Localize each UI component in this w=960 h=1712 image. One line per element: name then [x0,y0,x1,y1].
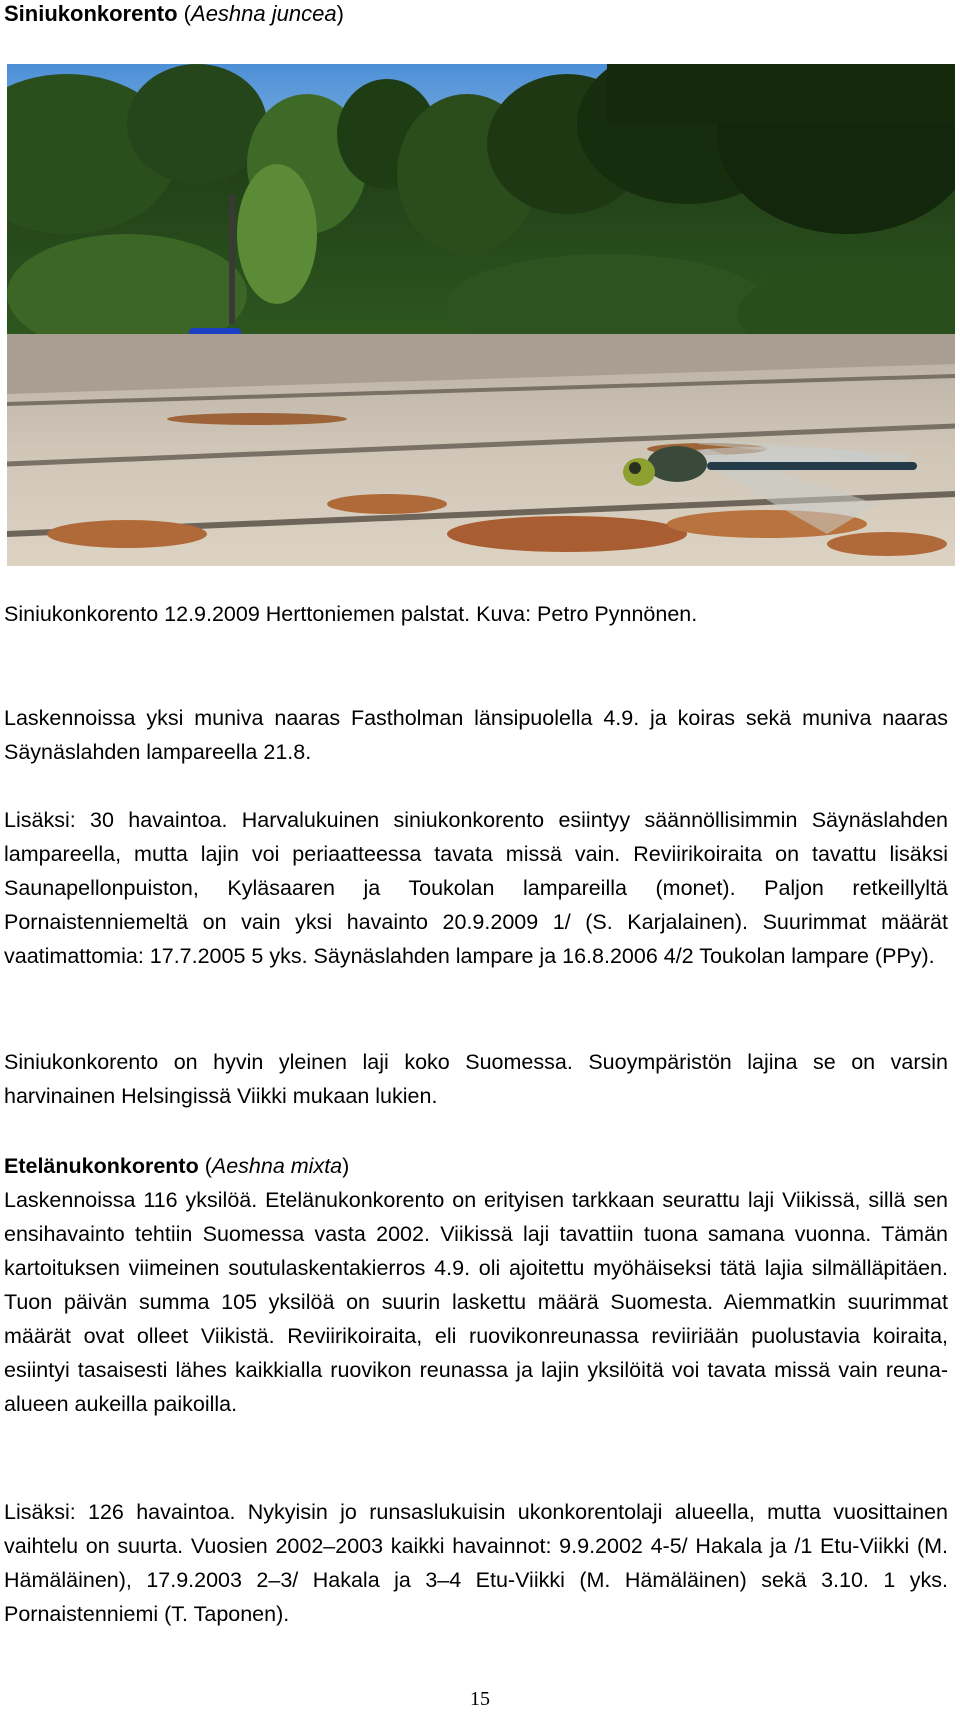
species-name: Etelänukonkorento [4,1154,199,1178]
photo-caption: Siniukonkorento 12.9.2009 Herttoniemen palstat. Kuva: Petro Pynnönen. [4,602,698,626]
paragraph: Laskennoissa yksi muniva naaras Fastholman länsipuolella 4.9. ja koiras sekä muniva naaras Säynäslahden lampareella 21.8. [4,706,948,764]
species-latin-name: Aeshna mixta [211,1154,343,1178]
species-latin-name: Aeshna juncea [191,1,337,26]
section-heading-etelanukonkorento: Etelänukonkorento (Aeshna mixta) [4,1154,350,1178]
dragonfly-photo [7,64,955,566]
page-number: 15 [470,1688,490,1710]
paragraph: Siniukonkorento on hyvin yleinen laji koko Suomessa. Suoympäristön lajina se on varsin harvinainen Helsingissä Viikki mukaan lukien. [4,1050,948,1108]
paragraph: Lisäksi: 126 havaintoa. Nykyisin jo runsaslukuisin ukonkorentolaji alueella, mutta vuosittainen vaihtelu on suurta. Vuosien 2002–2003 kaikki havainnot: 9.9.2002 4-5/ Hakala ja /1 Etu-Viikki (M. Hämäläinen), 17.9.2003 2–3/ Hakala ja 3–4 Etu-Viikki (M. Hämäläinen) sekä 3.10. 1 yks. Pornaistenniemi (T. Taponen). [4,1500,948,1626]
paragraph: Laskennoissa 116 yksilöä. Etelänukonkorento on erityisen tarkkaan seurattu laji Viikissä, sillä sen ensihavainto tehtiin Suomessa vasta 2002. Viikissä laji tavattiin tuona samana vuonna. Tämän kartoituksen viimeinen soutulaskentakierros 4.9. oli ajoitettu myöhäiseksi tätä lajia silmälläpitäen. Tuon päivän summa 105 yksilöä on suurin laskettu määrä Suomesta. Aiemmatkin suurimmat määrät ovat olleet Viikistä. Reviirikoiraita, eli ruovikonreunassa reviiriään puolustavia koiraita, esiintyi tasaisesti lähes kaikkialla ruovikon reunassa ja lajin yksilöitä voi tavata missä vain reuna-alueen aukeilla paikoilla. [4,1188,948,1416]
section-heading-siniukonkorento: Siniukonkorento (Aeshna juncea) [4,1,344,26]
paragraph: Lisäksi: 30 havaintoa. Harvalukuinen siniukonkorento esiintyy säännöllisimmin Säynäslahden lampareella, mutta lajin voi periaatteessa tavata missä vain. Reviirikoiraita on tavattu lisäksi Saunapellonpuiston, Kyläsaaren ja Toukolan lampareilla (monet). Paljon retkeillyltä Pornaistenniemeltä on vain yksi havainto 20.9.2009 1/ (S. Karjalainen). Suurimmat määrät vaatimattomia: 17.7.2005 5 yks. Säynäslahden lampare ja 16.8.2006 4/2 Toukolan lampare (PPy). [4,808,948,968]
species-name: Siniukonkorento [4,1,178,26]
